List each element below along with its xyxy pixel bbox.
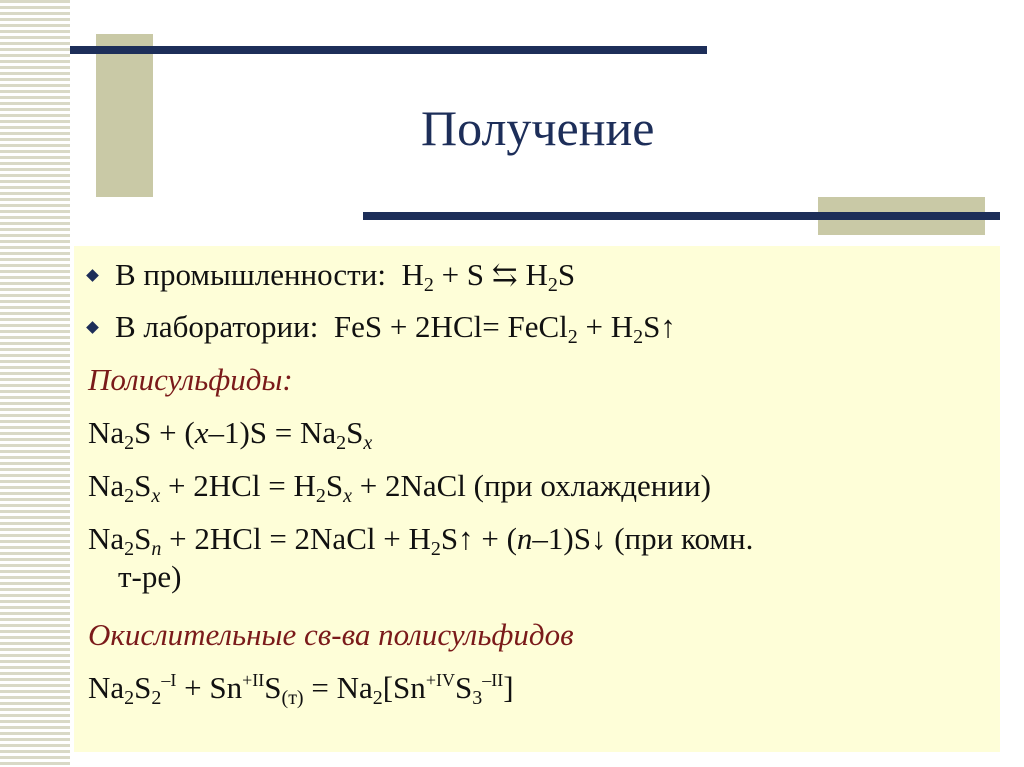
diamond-bullet-icon [86, 321, 99, 334]
content-panel [74, 246, 1000, 752]
slide-title: Получение [421, 100, 655, 156]
diamond-bullet-icon [86, 269, 99, 282]
lab-label: В лаборатории: [115, 309, 319, 344]
equation-polysulfide-formation: $Na_2S + (x-1)S = Na_2S_x$ [88, 415, 373, 454]
equation-polysulfide-acid-room: $Na_2S_n + 2HCl$ = 2NaCl + $H_2S↑$ + (n–1)S↓ (при комн. [88, 521, 754, 560]
industry-equation-line: В промышленности: $H_2 + S$ ⇆ $H_2S$ [88, 257, 575, 293]
cooling-note: (при охлаждении) [473, 468, 711, 503]
room-temp-note: (при комн. [614, 521, 754, 556]
lab-equation-line: В лаборатории: FeS + 2HCl= FeCl$_2$ + $H_2S↑$ [88, 309, 676, 345]
equation-polysulfide-acid-cooling: $Na_2S_x + 2HCl = H_2S_x$ + 2NaCl (при охлаждении) [88, 468, 711, 507]
striped-sidebar-decoration [0, 0, 70, 767]
equation-oxidizing: $Na_2S_2^{-I} + Sn^{+II}S_{(т)} = Na_2[Sn^{+IV}S_3^{-II}]$ [88, 670, 514, 709]
top-divider-line [70, 46, 707, 54]
industry-label: В промышленности: [115, 257, 386, 292]
polysulfides-heading: Полисульфиды: [88, 362, 293, 397]
room-temp-note-continuation: т-ре) [118, 559, 182, 594]
middle-divider-line [363, 212, 1000, 220]
oxidizing-properties-heading: Окислительные св-ва полисульфидов [88, 617, 574, 652]
olive-decoration-block-left [96, 34, 153, 197]
